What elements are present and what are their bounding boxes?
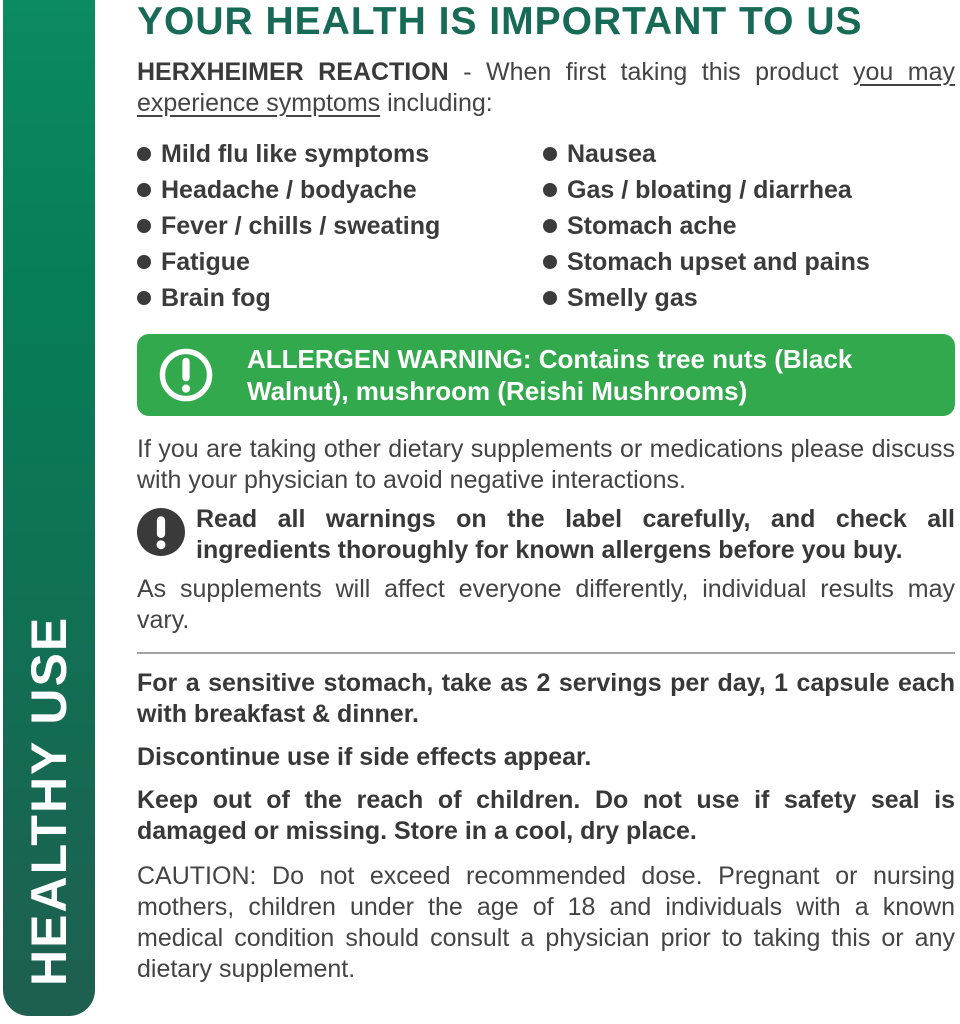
- herxheimer-underlined: you may experience symptoms: [137, 58, 956, 117]
- symptom-label: Gas / bloating / diarrhea: [567, 176, 852, 204]
- list-item: [543, 208, 955, 244]
- label-content: [137, 0, 955, 985]
- symptom-list-right: [543, 136, 955, 316]
- symptom-label: Headache / bodyache: [161, 176, 417, 204]
- herxheimer-lead: HERXHEIMER REACTION: [137, 58, 449, 86]
- alert-circle-solid-icon: [137, 508, 185, 556]
- symptom-list-left: [137, 136, 543, 316]
- list-item: [137, 244, 543, 280]
- list-item: [543, 244, 955, 280]
- bullet-icon: [137, 291, 151, 305]
- symptom-label: Stomach upset and pains: [567, 248, 870, 276]
- discontinue-paragraph: Discontinue use if side effects appear.: [137, 743, 592, 771]
- read-warnings-paragraph: Read all warnings on the label carefully, and check all ingredients thoroughly for known allergens before you buy.: [196, 505, 955, 564]
- list-item: [137, 208, 543, 244]
- herxheimer-paragraph: [137, 57, 955, 119]
- list-item: [137, 136, 543, 172]
- herxheimer-middle: - When first taking this product: [448, 58, 853, 86]
- alert-circle-outline-icon: [157, 346, 215, 404]
- healthy-use-band: [3, 0, 95, 1016]
- symptom-label: Fatigue: [161, 248, 250, 276]
- results-vary-paragraph: As supplements will affect everyone differently, individual results may vary.: [137, 575, 955, 634]
- interactions-paragraph: If you are taking other dietary supplements or medications please discuss with your physician to avoid negative interactions.: [137, 435, 955, 494]
- list-item: [543, 280, 955, 316]
- bullet-icon: [543, 291, 557, 305]
- healthy-use-vertical-label: HEALTHY USE: [21, 615, 77, 986]
- list-item: [137, 280, 543, 316]
- read-warnings-row: [137, 504, 955, 566]
- list-item: [543, 136, 955, 172]
- bullet-icon: [137, 183, 151, 197]
- list-item: [543, 172, 955, 208]
- symptom-label: Brain fog: [161, 284, 271, 312]
- page-title: YOUR HEALTH IS IMPORTANT TO US: [137, 0, 863, 43]
- symptom-lists: [137, 136, 955, 316]
- symptom-label: Mild flu like symptoms: [161, 140, 430, 168]
- bullet-icon: [137, 147, 151, 161]
- section-divider: [137, 652, 955, 654]
- symptom-label: Nausea: [567, 140, 656, 168]
- bullet-icon: [137, 219, 151, 233]
- keep-out-paragraph: Keep out of the reach of children. Do not use if safety seal is damaged or missing. Store in a cool, dry place.: [137, 786, 955, 845]
- caution-paragraph: CAUTION: Do not exceed recommended dose. Pregnant or nursing mothers, children under the age of 18 and individuals with a known medical condition should consult a physician prior to taking this or any dietary supplement.: [137, 862, 955, 983]
- bullet-icon: [543, 183, 557, 197]
- bullet-icon: [543, 255, 557, 269]
- list-item: [137, 172, 543, 208]
- bullet-icon: [543, 147, 557, 161]
- herxheimer-tail: including:: [380, 89, 493, 117]
- symptom-label: Fever / chills / sweating: [161, 212, 441, 240]
- sensitive-stomach-paragraph: For a sensitive stomach, take as 2 servings per day, 1 capsule each with breakfast & dinner.: [137, 669, 955, 728]
- symptom-label: Stomach ache: [567, 212, 737, 240]
- allergen-warning-text: ALLERGEN WARNING: Contains tree nuts (Black Walnut), mushroom (Reishi Mushrooms): [247, 344, 853, 406]
- allergen-warning-banner: [137, 334, 955, 416]
- symptom-label: Smelly gas: [567, 284, 698, 312]
- bullet-icon: [543, 219, 557, 233]
- bullet-icon: [137, 255, 151, 269]
